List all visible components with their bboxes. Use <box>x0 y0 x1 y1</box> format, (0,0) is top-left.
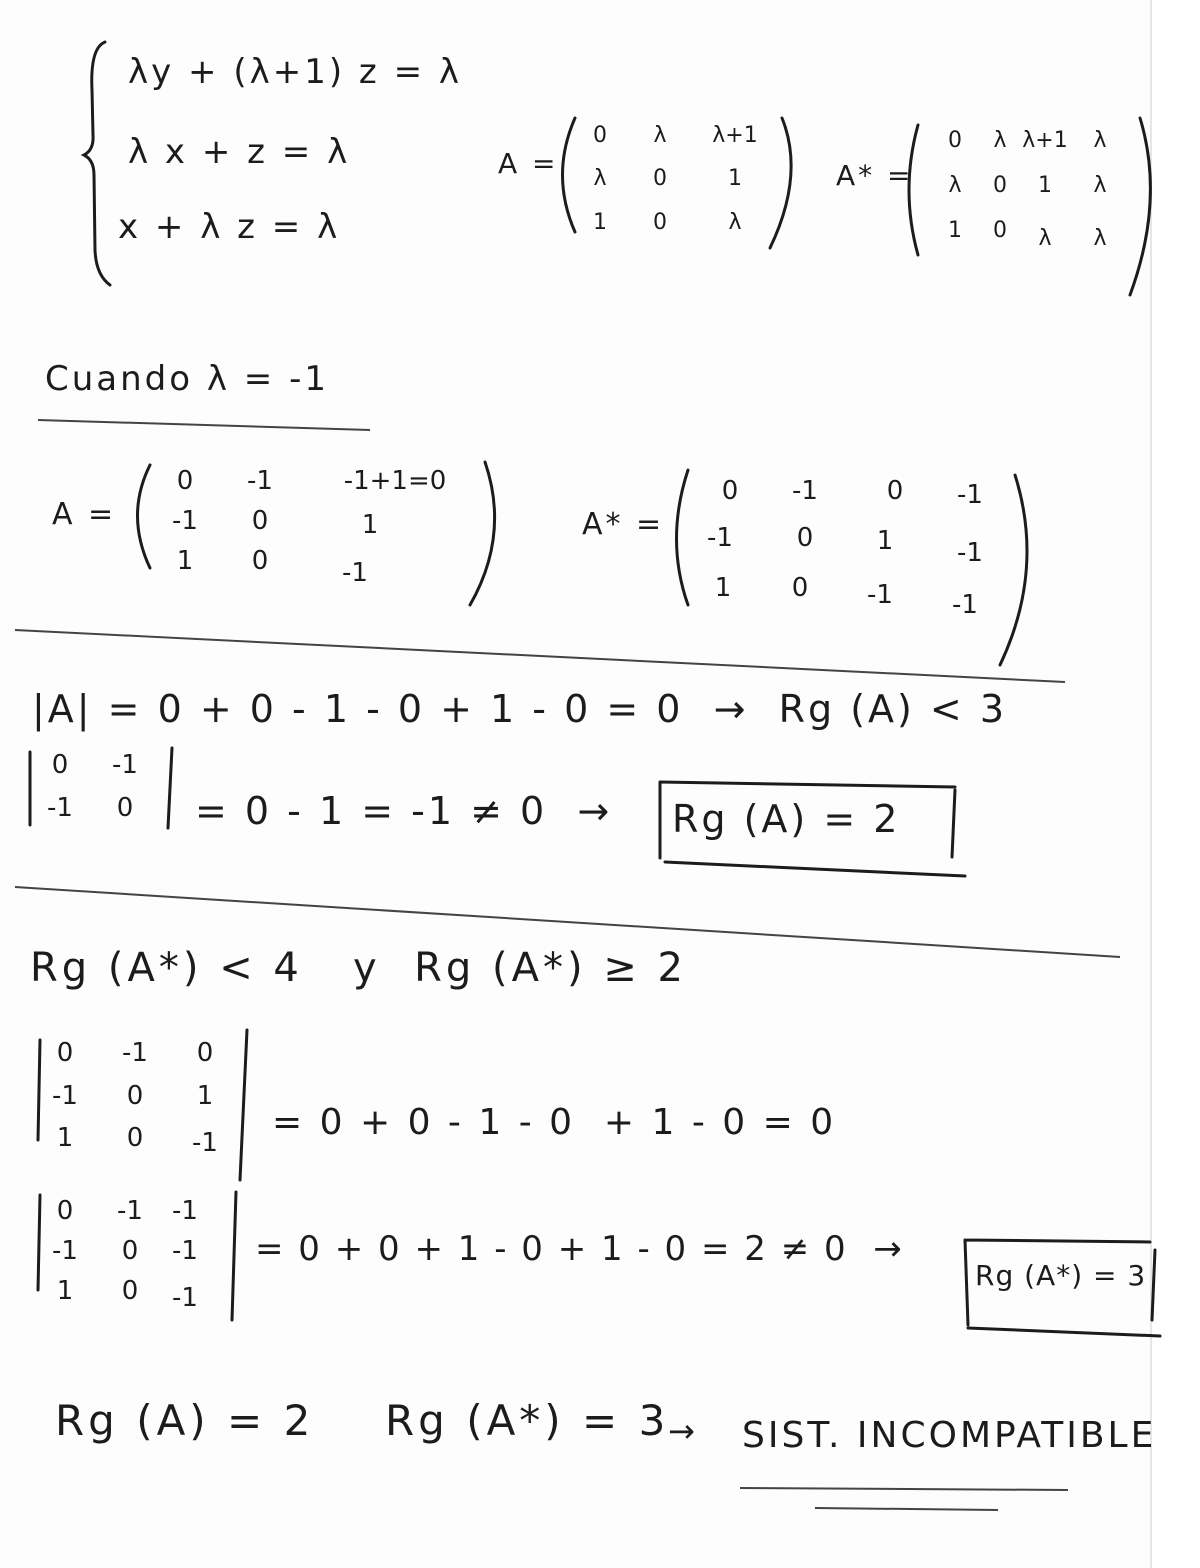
matrix-cell: λ+1 <box>1022 128 1068 153</box>
matrix-cell: 1 <box>56 1123 74 1153</box>
matrix-cell: 1 <box>948 218 962 243</box>
equation-1: λy + (λ+1) z = λ <box>128 52 462 92</box>
matrix-cell: 1 <box>714 573 732 603</box>
matrix-cell: -1 <box>957 480 983 510</box>
det3-first-calc: = 0 + 0 - 1 - 0 + 1 - 0 = 0 <box>272 1102 837 1143</box>
det3-second-calc: = 0 + 0 + 1 - 0 + 1 - 0 = 2 ≠ 0 → <box>255 1229 904 1269</box>
rank-astar-result: Rg (A*) = 3 <box>975 1259 1147 1292</box>
matrix-cell: -1+1=0 <box>343 466 447 496</box>
conclusion-rank-astar: Rg (A*) = 3 <box>385 1396 670 1445</box>
matrix-cell: 0 <box>993 173 1007 198</box>
case-heading: Cuando λ = -1 <box>45 359 329 399</box>
matrix-cell: 0 <box>176 466 194 496</box>
matrix-cell: λ <box>728 210 742 235</box>
matrix-cell: -1 <box>247 466 273 496</box>
matrix-cell: 0 <box>721 476 739 506</box>
matrix-cell: 1 <box>176 546 194 576</box>
verdict-text: SIST. INCOMPATIBLE <box>742 1415 1157 1456</box>
matrix-cell: 1 <box>196 1081 214 1111</box>
matrix-cell: λ <box>1093 226 1107 251</box>
matrix-cell: -1 <box>192 1128 218 1158</box>
matrix-cell: 0 <box>593 123 607 148</box>
matrix-cell: 1 <box>593 210 607 235</box>
matrix-cell: 0 <box>653 166 667 191</box>
equation-3: x + λ z = λ <box>118 207 341 247</box>
matrix-cell: 0 <box>886 476 904 506</box>
matrix-cell: 1 <box>361 510 379 540</box>
matrix-cell: λ <box>1038 226 1052 251</box>
matrix-cell: -1 <box>172 1196 198 1226</box>
equation-2: λ x + z = λ <box>128 132 351 172</box>
matrix-cell: 0 <box>121 1236 139 1266</box>
matrix-cell: λ <box>1093 173 1107 198</box>
matrix-cell: -1 <box>867 580 893 610</box>
matrix-cell: -1 <box>52 1081 78 1111</box>
matrix-cell: λ+1 <box>712 123 758 148</box>
matrix-cell: 0 <box>948 128 962 153</box>
matrix-cell: -1 <box>342 558 368 588</box>
matrix-cell: 0 <box>796 523 814 553</box>
matrix-cell: 0 <box>126 1123 144 1153</box>
matrix-cell: -1 <box>792 476 818 506</box>
matrix-cell: λ <box>948 173 962 198</box>
conclusion-arrow: → <box>668 1412 698 1450</box>
heading-underline <box>38 420 370 430</box>
matrix-cell: -1 <box>172 506 198 536</box>
matrix-cell: -1 <box>172 1283 198 1313</box>
rank-astar-bounds: Rg (A*) < 4 y Rg (A*) ≥ 2 <box>30 945 687 991</box>
matrix-a-label: A = <box>52 497 117 532</box>
matrix-cell: -1 <box>52 1236 78 1266</box>
matrix-cell: 1 <box>1038 173 1052 198</box>
matrix-cell: 0 <box>196 1038 214 1068</box>
matrix-cell: 0 <box>791 573 809 603</box>
separator-line <box>15 630 1065 682</box>
matrix-cell: 0 <box>116 793 134 823</box>
matrix-a-label: A = <box>498 147 559 180</box>
matrix-cell: 0 <box>56 1196 74 1226</box>
det-bar <box>168 748 172 828</box>
matrix-cell: -1 <box>122 1038 148 1068</box>
matrix-cell: -1 <box>172 1236 198 1266</box>
matrix-cell: 0 <box>121 1276 139 1306</box>
matrix-cell: λ <box>993 128 1007 153</box>
matrix-cell: -1 <box>117 1196 143 1226</box>
verdict-underline <box>740 1488 1068 1490</box>
matrix-cell: -1 <box>47 793 73 823</box>
matrix-astar-label: A* = <box>836 159 914 192</box>
matrix-astar-label: A* = <box>582 507 665 542</box>
matrix-cell: -1 <box>957 538 983 568</box>
matrix-cell: λ <box>1093 128 1107 153</box>
matrix-cell: 0 <box>653 210 667 235</box>
minor-calc: = 0 - 1 = -1 ≠ 0 → <box>195 789 613 833</box>
verdict-underline <box>815 1508 998 1510</box>
matrix-cell: 0 <box>51 750 69 780</box>
conclusion-rank-a: Rg (A) = 2 <box>55 1396 315 1445</box>
matrix-cell: -1 <box>707 523 733 553</box>
det-a-line: |A| = 0 + 0 - 1 - 0 + 1 - 0 = 0 → Rg (A) < 3 <box>32 687 1008 731</box>
matrix-cell: 1 <box>56 1276 74 1306</box>
matrix-cell: λ <box>593 166 607 191</box>
rank-a-result: Rg (A) = 2 <box>672 797 901 841</box>
matrix-cell: 0 <box>126 1081 144 1111</box>
matrix-cell: -1 <box>112 750 138 780</box>
matrix-cell: 0 <box>251 506 269 536</box>
matrix-cell: 0 <box>56 1038 74 1068</box>
matrix-cell: 1 <box>876 526 894 556</box>
system-brace <box>84 42 110 285</box>
matrix-cell: -1 <box>952 590 978 620</box>
matrix-cell: λ <box>653 123 667 148</box>
matrix-cell: 0 <box>251 546 269 576</box>
matrix-cell: 0 <box>993 218 1007 243</box>
matrix-cell: 1 <box>728 166 742 191</box>
